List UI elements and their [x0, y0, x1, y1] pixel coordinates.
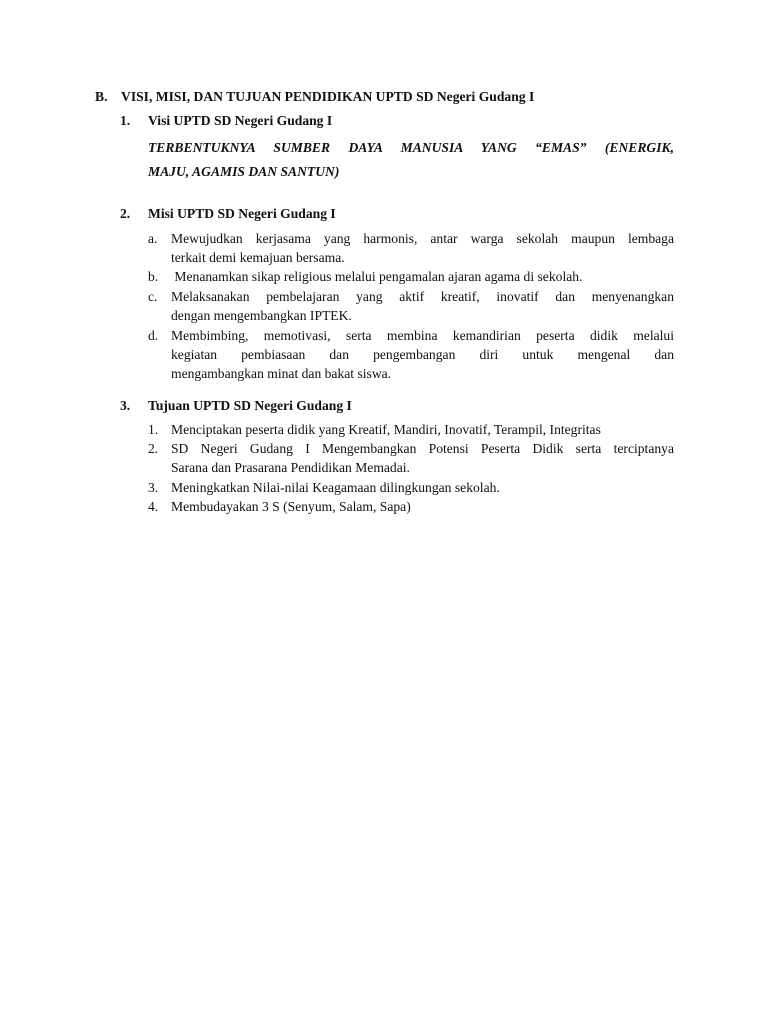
- tujuan-number: 3.: [120, 398, 131, 413]
- visi-statement-line1: TERBENTUKNYA SUMBER DAYA MANUSIA YANG “EMAS” (ENERGIK,: [148, 140, 674, 155]
- section-letter: B.: [95, 89, 108, 104]
- tujuan-item-1-marker: 1.: [148, 422, 159, 437]
- visi-number: 1.: [120, 113, 131, 128]
- tujuan-item-2-line1: SD Negeri Gudang I Mengembangkan Potensi Peserta Didik serta terciptanya: [171, 441, 674, 456]
- misi-item-c-line2: dengan mengembangkan IPTEK.: [171, 308, 352, 323]
- misi-item-b-marker: b.: [148, 269, 159, 284]
- tujuan-item-3-line1: Meningkatkan Nilai-nilai Keagamaan dilingkungan sekolah.: [171, 480, 500, 495]
- misi-item-b-line1: Menanamkan sikap religious melalui pengamalan ajaran agama di sekolah.: [171, 269, 583, 284]
- tujuan-heading: Tujuan UPTD SD Negeri Gudang I: [148, 398, 352, 413]
- tujuan-item-3-marker: 3.: [148, 480, 159, 495]
- misi-item-d-line3: mengambangkan minat dan bakat siswa.: [171, 366, 392, 381]
- misi-heading: Misi UPTD SD Negeri Gudang I: [148, 206, 336, 221]
- misi-item-c-marker: c.: [148, 289, 158, 304]
- misi-number: 2.: [120, 206, 131, 221]
- tujuan-item-1-line1: Menciptakan peserta didik yang Kreatif, Mandiri, Inovatif, Terampil, Integritas: [171, 422, 601, 437]
- tujuan-item-4-line1: Membudayakan 3 S (Senyum, Salam, Sapa): [171, 499, 411, 514]
- misi-item-d-line2: kegiatan pembiasaan dan pengembangan diri untuk mengenal dan: [171, 347, 674, 362]
- tujuan-item-4-marker: 4.: [148, 499, 159, 514]
- misi-item-a-marker: a.: [148, 231, 158, 246]
- tujuan-item-2-marker: 2.: [148, 441, 159, 456]
- visi-statement-line2: MAJU, AGAMIS DAN SANTUN): [148, 164, 340, 179]
- misi-item-a-line1: Mewujudkan kerjasama yang harmonis, antar warga sekolah maupun lembaga: [171, 231, 674, 246]
- section-title: VISI, MISI, DAN TUJUAN PENDIDIKAN UPTD SD Negeri Gudang I: [121, 89, 535, 104]
- misi-item-d-line1: Membimbing, memotivasi, serta membina kemandirian peserta didik melalui: [171, 328, 674, 343]
- misi-item-c-line1: Melaksanakan pembelajaran yang aktif kreatif, inovatif dan menyenangkan: [171, 289, 674, 304]
- tujuan-item-2-line2: Sarana dan Prasarana Pendidikan Memadai.: [171, 460, 410, 475]
- misi-item-a-line2: terkait demi kemajuan bersama.: [171, 250, 345, 265]
- visi-heading: Visi UPTD SD Negeri Gudang I: [148, 113, 333, 128]
- misi-item-d-marker: d.: [148, 328, 159, 343]
